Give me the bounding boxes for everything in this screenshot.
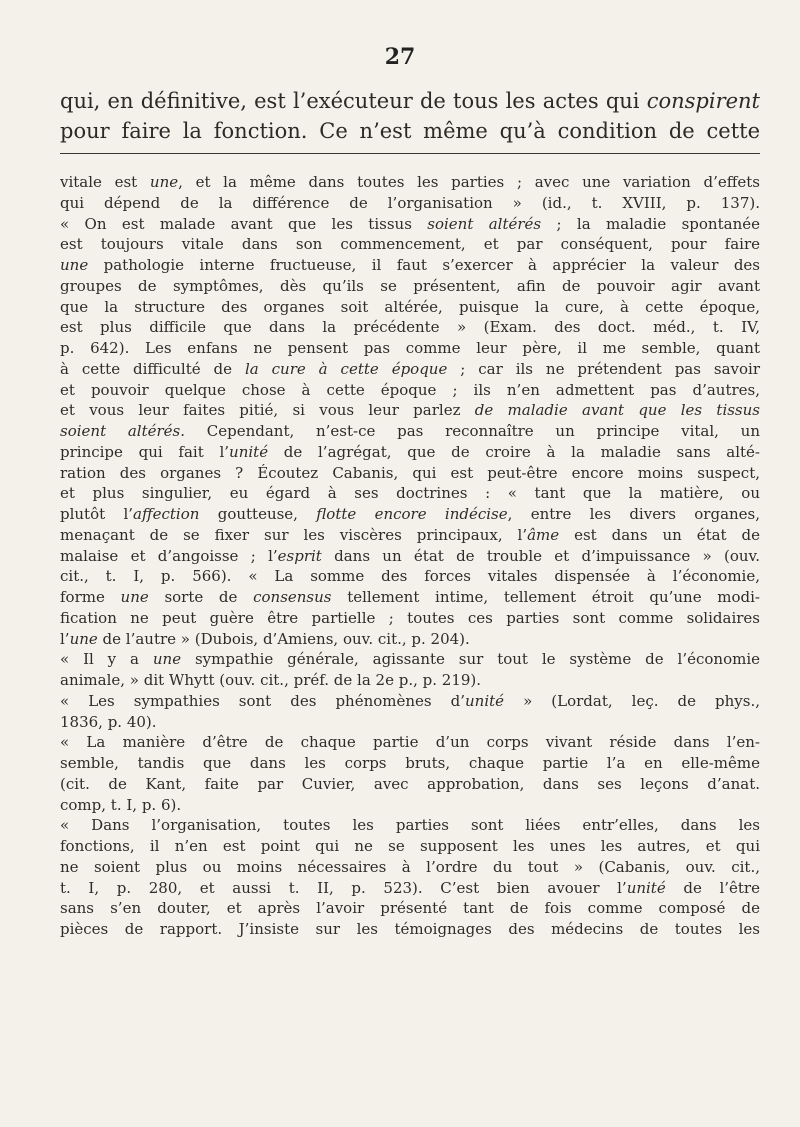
main-text-line: pour faire la fonction. Ce n’est même qu’à condition de cette xyxy=(60,119,760,143)
footnote-line: comp, t. I, p. 6). xyxy=(60,795,182,814)
footnote-line: qui dépend de la différence de l’organisation » (id., t. XVIII, p. 137). xyxy=(60,193,760,212)
footnote-line: semble, tandis que dans les corps bruts, chaque partie l’a en elle-même xyxy=(60,754,760,772)
footnote-line: est toujours vitale dans son commencement, et par conséquent, pour faire xyxy=(60,235,760,254)
footnote-line: « Les sympathies sont des phénomènes d’unité » (Lordat, leç. de phys., xyxy=(60,691,761,710)
footnote-line: 1836, p. 40). xyxy=(60,712,157,731)
footnote-line: « On est malade avant que les tissus soient altérés ; la maladie spontanée xyxy=(60,214,760,233)
page-number: 27 xyxy=(384,44,416,70)
footnote-divider xyxy=(60,153,760,154)
footnote-line: « Dans l’organisation, toutes les parties sont liées entr’elles, dans les xyxy=(60,816,760,835)
footnote-line: p. 642). Les enfans ne pensent pas comme leur père, il me semble, quant xyxy=(60,339,760,357)
footnote-line: et plus singulier, eu égard à ses doctrines : « tant que la matière, ou xyxy=(60,484,760,503)
main-text-block xyxy=(60,86,760,146)
footnote-line: principe qui fait l’unité de l’agrégat, que de croire à la maladie sans alté- xyxy=(60,442,760,461)
footnote-line: ne soient plus ou moins nécessaires à l’ordre du tout » (Cabanis, ouv. cit., xyxy=(60,857,760,876)
footnote-line: vitale est une, et la même dans toutes les parties ; avec une variation d’effets xyxy=(60,173,760,191)
footnote-line: est plus difficile que dans la précédente » (Exam. des doct. méd., t. IV, xyxy=(60,318,760,337)
footnote-line: menaçant de se fixer sur les viscères principaux, l’âme est dans un état de xyxy=(60,525,760,544)
footnote-line: et pouvoir quelque chose à cette époque ; ils n’en admettent pas d’autres, xyxy=(60,380,760,399)
footnote-line: et vous leur faites pitié, si vous leur parlez de maladie avant que les tissus xyxy=(60,401,760,420)
footnotes-block xyxy=(60,172,760,940)
footnote-line: une pathologie interne fructueuse, il faut s’exercer à apprécier la valeur des xyxy=(60,256,760,274)
footnote-line: plutôt l’affection goutteuse, flotte encore indécise, entre les divers organes, xyxy=(60,505,761,523)
footnote-line: sans s’en douter, et après l’avoir présenté tant de fois comme composé de xyxy=(60,899,760,918)
footnote-line: fonctions, il n’en est point qui ne se supposent les unes les autres, et qui xyxy=(60,837,760,855)
main-text-line: qui, en définitive, est l’exécuteur de tous les actes qui conspirent xyxy=(60,89,760,113)
footnote-line: l’une de l’autre » (Dubois, d’Amiens, ouv. cit., p. 204). xyxy=(60,629,470,648)
footnote-line: ration des organes ? Écoutez Cabanis, qui est peut-être encore moins suspect, xyxy=(60,463,760,482)
footnote-line: à cette difficulté de la cure à cette époque ; car ils ne prétendent pas savoir xyxy=(60,359,760,378)
footnote-line: t. I, p. 280, et aussi t. II, p. 523). C’est bien avouer l’unité de l’être xyxy=(60,878,760,897)
footnote-line: (cit. de Kant, faite par Cuvier, avec approbation, dans ses leçons d’anat. xyxy=(60,774,760,793)
footnote-line: « Il y a une sympathie générale, agissante sur tout le système de l’économie xyxy=(60,650,760,669)
footnote-line: malaise et d’angoisse ; l’esprit dans un état de trouble et d’impuissance » (ouv. xyxy=(60,546,760,565)
footnote-line: forme une sorte de consensus tellement intime, tellement étroit qu’une modi- xyxy=(60,588,760,606)
footnote-line: soient altérés. Cependant, n’est-ce pas reconnaître un principe vital, un xyxy=(60,422,760,440)
footnote-line: pièces de rapport. J’insiste sur les témoignages des médecins de toutes les xyxy=(60,920,760,938)
footnote-line: cit., t. I, p. 566). « La somme des forces vitales dispensée à l’économie, xyxy=(60,567,760,586)
footnote-line: fication ne peut guère être partielle ; toutes ces parties sont comme solidaires xyxy=(60,608,760,627)
footnote-line: groupes de symptômes, dès qu’ils se présentent, afin de pouvoir agir avant xyxy=(60,276,760,295)
footnote-line: « La manière d’être de chaque partie d’un corps vivant réside dans l’en- xyxy=(60,733,760,752)
footnote-line: animale, » dit Whytt (ouv. cit., préf. de la 2e p., p. 219). xyxy=(60,671,482,689)
footnote-line: que la structure des organes soit altérée, puisque la cure, à cette époque, xyxy=(60,297,760,316)
